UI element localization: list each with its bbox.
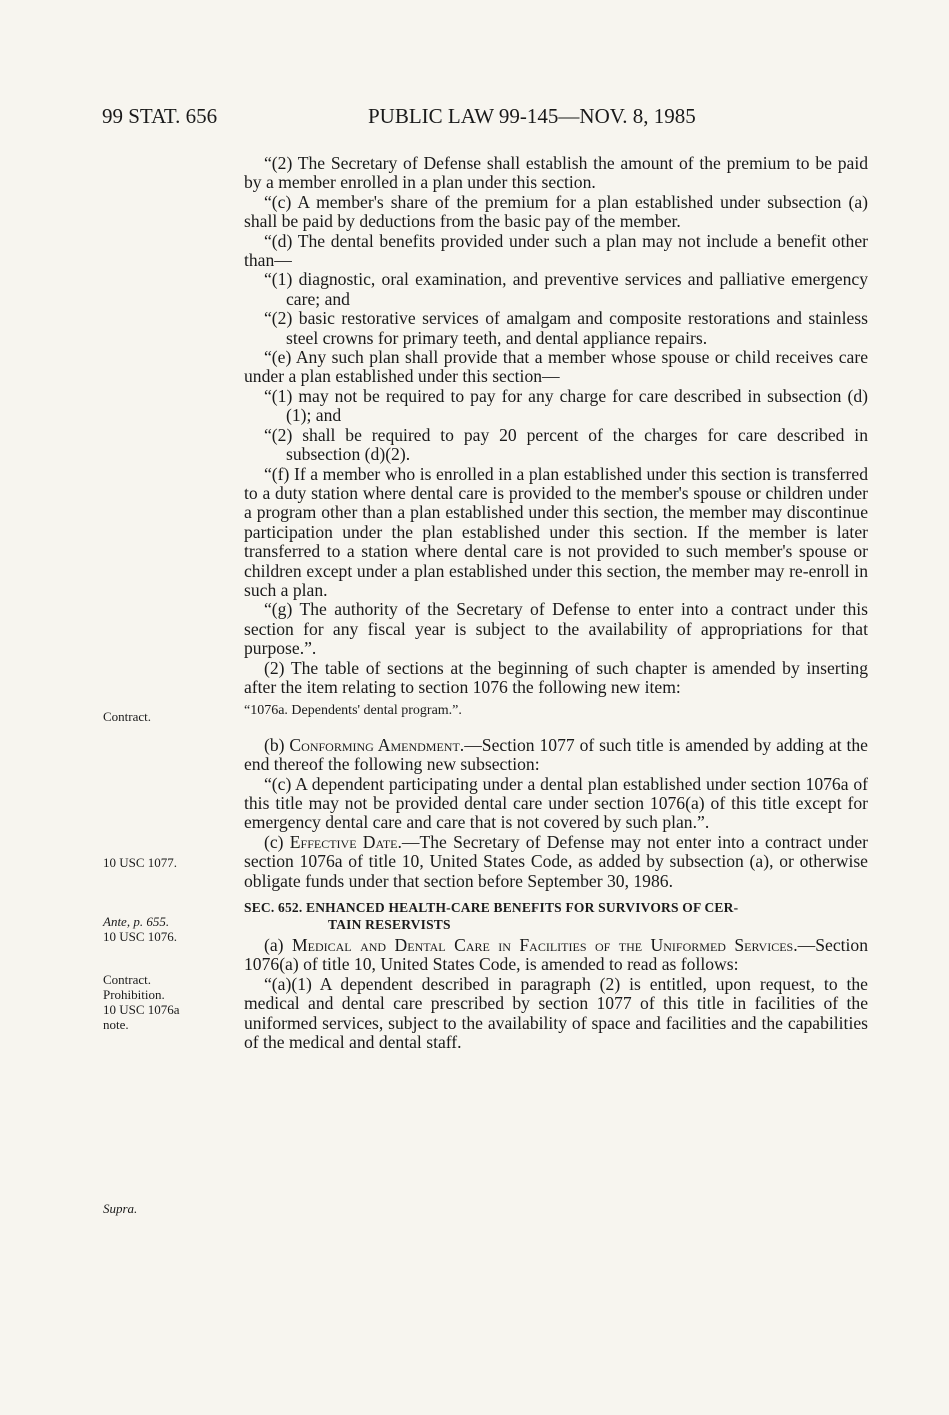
margin-note-contract: [103, 709, 151, 724]
margin-note-text: Supra.: [103, 1201, 138, 1216]
paragraph: “(c) A dependent participating under a dental plan established under section 1076a of this title may not be provided dental care under section 1076(a) of this title except for emergency dental care and care that is not covered by such plan.”.: [244, 773, 868, 833]
dash: —: [464, 734, 482, 755]
page-title: PUBLIC LAW 99-145—NOV. 8, 1985: [368, 104, 696, 128]
margin-note-supra: [103, 1201, 137, 1216]
subsection-heading: Medical and Dental Care in Facilities of the Uniformed Services.: [292, 935, 798, 956]
margin-note-text: 10 USC 1076.: [103, 929, 178, 944]
paragraph: “(d) The dental benefits provided under such a plan may not include a benefit other than—: [244, 230, 868, 271]
paragraph-text: Section 1076(a) of title 10, United States Code, is amended to read as follows:: [244, 935, 868, 975]
dash: —: [401, 831, 420, 852]
margin-note-ante: [103, 914, 177, 944]
paragraph: “(2) shall be required to pay 20 percent of the charges for care described in subsection (d)(2).: [264, 424, 868, 465]
page-reference: 99 STAT. 656: [102, 104, 218, 128]
paragraph: “(1) diagnostic, oral examination, and preventive services and palliative emergency care; and: [264, 269, 868, 309]
paragraph: “(1) may not be required to pay for any charge for care described in subsection (d)(1); and: [264, 385, 868, 426]
margin-note-prohibition: [103, 972, 180, 1032]
paragraph: “(g) The authority of the Secretary of Defense to enter into a contract under this section for any fiscal year is subject to the availability of appropriations for that purpose.”.: [244, 599, 868, 659]
section-heading-line: SEC. 652. ENHANCED HEALTH-CARE BENEFITS FOR SURVIVORS OF CER-: [244, 900, 739, 916]
subsection-heading: Effective Date.: [289, 831, 402, 852]
paragraph-conforming-amendment: [244, 736, 868, 775]
margin-note-text: 10 USC 1077.: [103, 855, 178, 870]
paragraph-medical-care: [244, 936, 868, 975]
margin-note-text: Ante, p. 655.: [103, 914, 170, 929]
subsection-label: (c): [264, 831, 290, 852]
paragraph: “(c) A member's share of the premium for a plan established under subsection (a) shall be paid by deductions from the basic pay of the member.: [244, 191, 868, 232]
paragraph: (2) The table of sections at the beginning of such chapter is amended by inserting after the item relating to section 1076 the following new item:: [244, 657, 868, 697]
paragraph: “(f) If a member who is enrolled in a plan established under this section is transferred to a duty station where dental care is provided to the member's spouse or children under a program other than a plan established under this section, the member may discontinue participation under the plan established under this section. If the member is later transferred to a station where dental care is not provided to such member's spouse or children except under a plan established under this section, the member may re-enroll in such a plan.: [244, 463, 868, 600]
margin-note-text: Prohibition.: [103, 987, 165, 1002]
margin-note-text: 10 USC 1076a: [103, 1002, 180, 1017]
dash: —: [797, 935, 816, 956]
paragraph: “(2) basic restorative services of amalgam and composite restorations and stainless steel crowns for primary teeth, and dental appliance repairs.: [264, 308, 868, 348]
paragraph: “(e) Any such plan shall provide that a member whose spouse or child receives care under a plan established under this section—: [244, 347, 868, 387]
subsection-label: (a): [264, 935, 292, 956]
paragraph: “(a)(1) A dependent described in paragraph (2) is entitled, upon request, to the medical and dental care prescribed by section 1077 of this title in facilities of the uniformed services, subject to the availability of space and facilities and the capabilities of the medical and dental staff.: [244, 973, 868, 1053]
section-heading-line: TAIN RESERVISTS: [328, 917, 451, 933]
section-heading: [244, 899, 868, 933]
subsection-heading: Conforming Amendment.: [289, 734, 465, 755]
paragraph-text: The Secretary of Defense may not enter into a contract under section 1076a of title 10, United States Code, as added by subsection (a), or otherwise obligate funds under that section before September 30, 1986.: [244, 831, 869, 891]
paragraph: “(2) The Secretary of Defense shall establish the amount of the premium to be paid by a member enrolled in a plan under this section.: [244, 153, 868, 193]
paragraph-text: Section 1077 of such title is amended by adding at the end thereof the following new subsection:: [244, 734, 868, 775]
margin-note-text: Contract.: [103, 709, 152, 724]
margin-note-text: note.: [103, 1017, 129, 1032]
margin-note-usc-1077: [103, 855, 177, 870]
paragraph-effective-date: [244, 833, 868, 891]
statute-body: [244, 154, 868, 1052]
table-item: “1076a. Dependents' dental program.”.: [244, 703, 462, 719]
margin-note-text: Contract.: [103, 972, 152, 987]
subsection-label: (b): [264, 734, 290, 755]
